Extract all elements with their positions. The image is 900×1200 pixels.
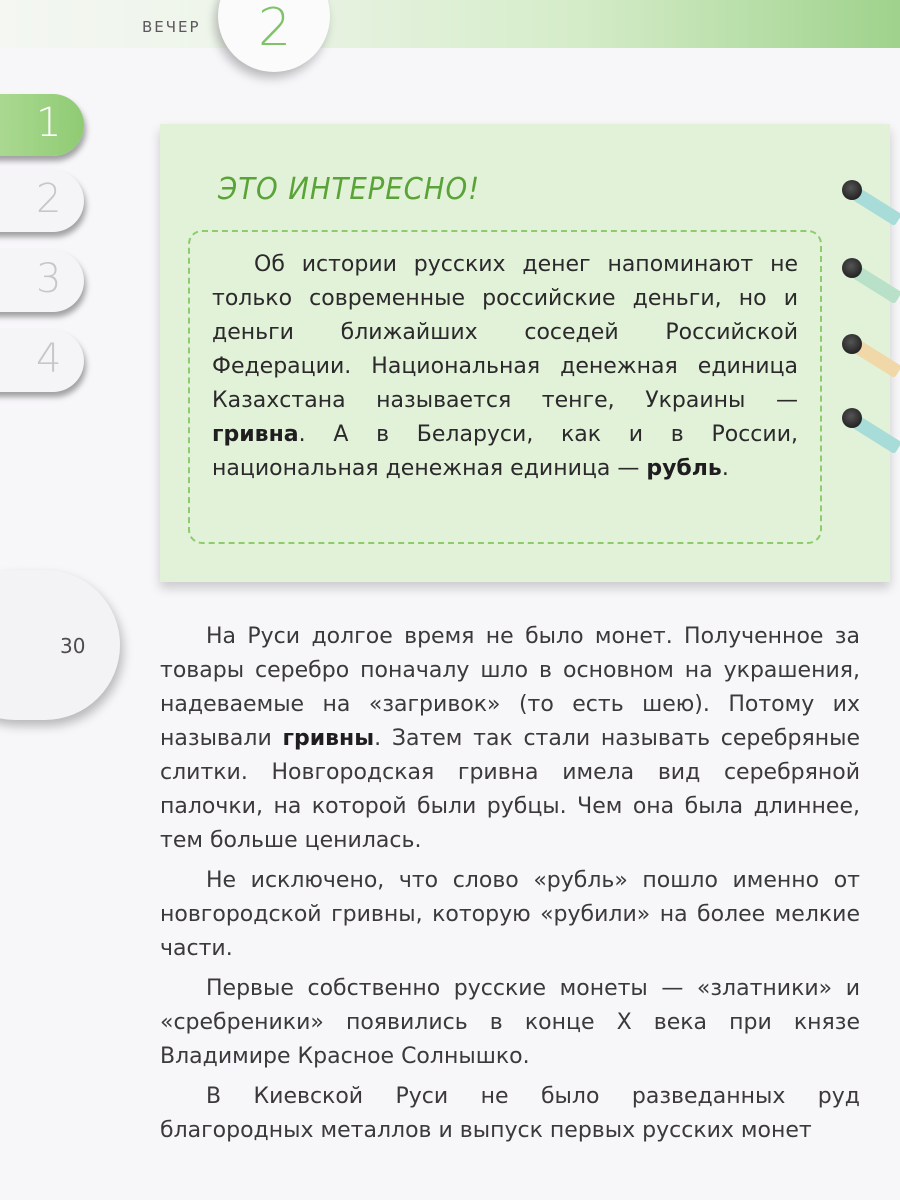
paragraph	[160, 620, 860, 858]
term-grivna: гривна	[212, 422, 299, 447]
side-tab-1[interactable]	[0, 94, 84, 156]
binder-hole-icon	[842, 408, 862, 428]
section-label: ВЕЧЕР	[142, 18, 201, 36]
paragraph: В Киевской Руси не было разведанных руд благородных металлов и выпуск первых русских монет	[160, 1084, 860, 1143]
note-text-part: . А в Беларуси, как и в России, национальная денежная единица —	[212, 422, 798, 481]
note-text-part: Об истории русских денег напоминают не только современные российские деньги, но и деньги ближайших соседей Российской Федерации. Национальная денежная единица Казахстана называется тенге, Украины —	[212, 252, 798, 413]
term-grivny: гривны	[282, 726, 375, 751]
paragraph: Не исключено, что слово «рубль» пошло именно от новгородской гривны, которую «рубили» на более мелкие части.	[160, 868, 860, 961]
paragraph: Первые собственно русские монеты — «златники» и «сребреники» появились в конце Х века при князе Владимире Красное Солнышко.	[160, 976, 860, 1069]
side-tab-label: 2	[36, 176, 62, 222]
note-title: ЭТО ИНТЕРЕСНО!	[218, 172, 481, 207]
binder-hole-icon	[842, 180, 862, 200]
side-tab-label: 4	[36, 336, 62, 382]
side-tab-3[interactable]	[0, 250, 84, 312]
binder-hole-icon	[842, 258, 862, 278]
header-bar	[0, 0, 900, 48]
binder-hole-icon	[842, 334, 862, 354]
side-tab-label: 3	[36, 256, 62, 302]
main-text	[160, 620, 860, 1154]
page-number: 30	[60, 634, 86, 658]
side-tab-4[interactable]	[0, 330, 84, 392]
side-tab-2[interactable]	[0, 170, 84, 232]
note-text	[212, 248, 798, 486]
paragraph-part: На Руси долгое время не было монет. Полученное за товары серебро поначалу шло в основном на украшения, надеваемые на «загривок» (то есть шею). Потому их называли	[160, 624, 860, 751]
paragraph-part: . Затем так стали называть серебряные слитки. Новгородская гривна имела вид серебряной палочки, на которой были рубцы. Чем она была длиннее, тем больше ценилась.	[160, 726, 860, 853]
term-rubl: рубль	[646, 456, 722, 481]
day-number: 2	[258, 0, 292, 58]
side-tab-label: 1	[36, 100, 62, 146]
note-text-part: .	[721, 456, 729, 481]
